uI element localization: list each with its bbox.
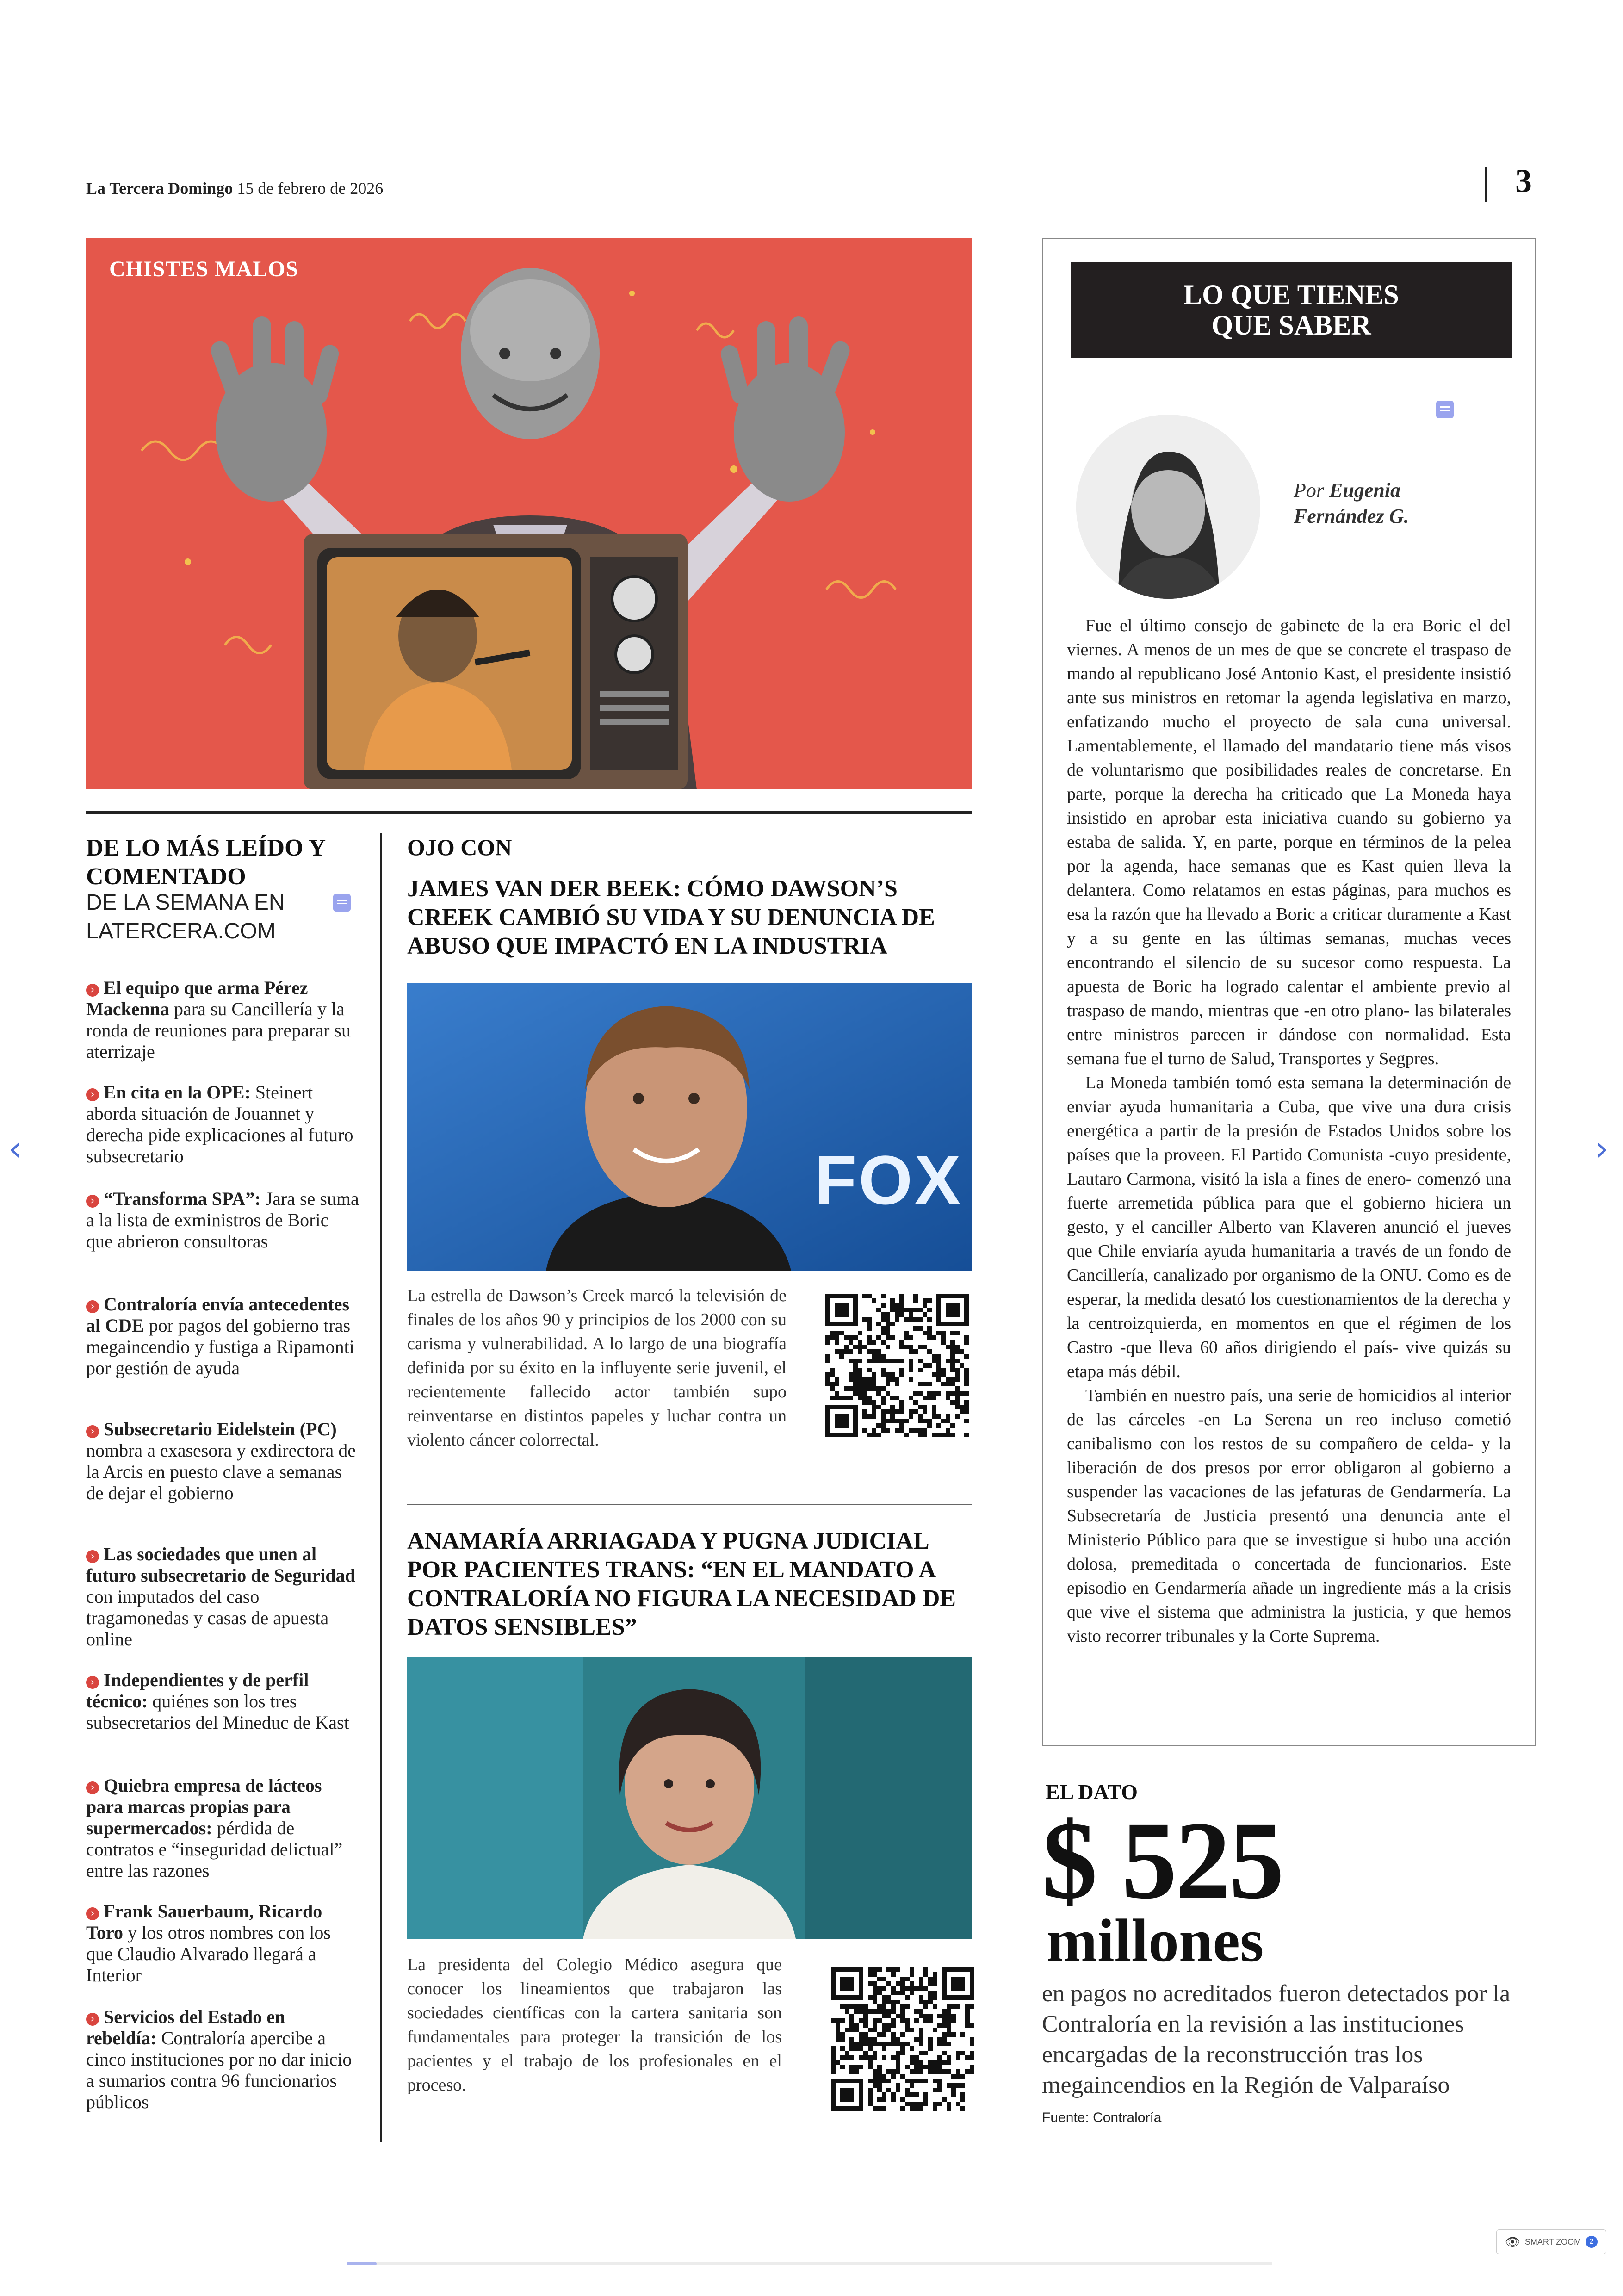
story1-body: La estrella de Dawson’s Creek marcó la televisión de finales de los años 90 y principios de los 2000 con su carisma y vulnerabilidad. A lo largo de una biografía definida por su éxito en la influyente serie juvenil, el recientemente fallecido actor también supo reinventarse en distintos papeles y luchar contra un violento cáncer colorrectal. xyxy=(407,1286,787,1450)
column-title-line1: LO QUE TIENES xyxy=(1183,279,1399,310)
most-read-item-lead: Servicios del Estado en rebeldía: xyxy=(86,2006,285,2048)
fox-logo: FOX xyxy=(814,1141,963,1219)
column-paragraph: Fue el último consejo de gabinete de la era Boric el del viernes. A menos de un mes de que se concrete el traspaso de mando al republicano José Antonio Kast, el presidente insistió ante sus ministros en retomar la agenda legislativa en marzo, enfatizando mucho el proyecto de sala cuna universal. Lamentablemente, el llamado del mandatario tiene más visos de voluntarismo que posibilidades reales de concretarse. En parte, porque la derecha ha criticado que La Moneda haya insistido en aprobar esta iniciativa cuando su gobierno ya estaba de salida. Y, en parte, porque en términos de la pelea por la agenda, hace semanas que es Kast quien lleva la delantera. Como relatamos en estas páginas, para muchos es esa la razón que ha llevado a Boric a criticar duramente a Kast y a su gente en las últimas semanas, muchas veces encontrando el silencio de su sucesor como respuesta. La apuesta de Boric ha logrado calentar el ambiente previo al traspaso de mando, mientras que -en otro plano- las bilaterales entre ministros parecen ir dándose con normalidad. Esta semana fue el turno de Salud, Transportes y Segpres. xyxy=(1067,616,1511,1068)
column-paragraph: También en nuestro país, una serie de homicidios al interior de las cárceles -en La Serena un reo incluso cometió canibalismo con los restos de su compañero de celda- y la liberación de dos presos por error obligaron al gobierno a suspender las vacaciones de las jefaturas de Gendarmería. La Subsecretaría de Justicia presentó una denuncia ante el Ministerio Público para que se investigue si hubo una acción dolosa, premeditada o concertada de funcionarios. Este episodio en Gendarmería añade un ingrediente más a la crisis que vive el sistema que administra la justicia, y que hemos visto recorrer tribunales y la Corte Suprema. xyxy=(1067,1386,1511,1646)
most-read-item-text: nombra a exasesora y exdirectora de la Arcis en puesto clave a semanas de dejar el gobierno xyxy=(86,1440,356,1503)
most-read-item[interactable] xyxy=(86,1082,359,1167)
story2-headline[interactable]: ANAMARÍA ARRIAGADA Y PUGNA JUDICIAL POR PACIENTES TRANS: “EN EL MANDATO A CONTRALORÍA NO FIGURA LA NECESIDAD DE DATOS SENSIBLES” xyxy=(407,1528,956,1640)
smart-zoom-count-badge: 2 xyxy=(1586,2236,1598,2248)
el-dato-description: en pagos no acreditados fueron detectados por la Contraloría en la revisión a las instituciones encargadas de la reconstrucción tras los megaincendios en la Región de Valparaíso xyxy=(1042,1980,1511,2098)
most-read-item[interactable] xyxy=(86,2006,359,2113)
hero-illustration xyxy=(86,238,972,789)
header-divider xyxy=(1485,167,1487,202)
story2-qr-code[interactable] xyxy=(831,1967,974,2111)
most-read-item-lead: Independientes y de perfil técnico: xyxy=(86,1669,309,1712)
most-read-item-text: pérdida de contratos e “inseguridad delictual” entre las razones xyxy=(86,1818,343,1881)
bullet-icon: › xyxy=(86,2013,99,2026)
most-read-title: DE LO MÁS LEÍDO Y COMENTADO xyxy=(86,835,325,890)
horizontal-scrollbar[interactable] xyxy=(347,2262,1272,2265)
most-read-item-lead: “Transforma SPA”: xyxy=(104,1188,261,1209)
qr-code-graphic xyxy=(825,1294,969,1437)
el-dato-unit: millones xyxy=(1047,1906,1264,1974)
el-dato-value: $ 525 xyxy=(1042,1799,1282,1922)
bullet-icon: › xyxy=(86,1781,99,1794)
bullet-icon: › xyxy=(86,1550,99,1563)
page-number: 3 xyxy=(1515,162,1532,199)
author-photo xyxy=(1076,415,1260,599)
most-read-item-text: y los otros nombres con los que Claudio Alvarado llegará a Interior xyxy=(86,1922,331,1986)
most-read-item[interactable] xyxy=(86,1901,359,1986)
author-byline xyxy=(1294,478,1409,529)
most-read-item-text: para su Cancillería y la ronda de reuniones para preparar su aterrizaje xyxy=(86,999,351,1062)
column-body xyxy=(1067,614,1511,1648)
section-rule xyxy=(86,811,972,814)
el-dato-source: Fuente: Contraloría xyxy=(1042,2110,1162,2125)
most-read-item-text: con imputados del caso tragamonedas y casas de apuesta online xyxy=(86,1586,329,1650)
bullet-icon: › xyxy=(86,1676,99,1689)
column-title-line2: QUE SABER xyxy=(1211,310,1371,341)
most-read-item-lead: Quiebra empresa de lácteos para marcas propias para supermercados: xyxy=(86,1775,322,1838)
story1-qr-code[interactable] xyxy=(825,1294,969,1437)
story1-photo xyxy=(407,983,972,1271)
most-read-item-text: Contraloría apercibe a cinco instituciones por no dar inicio a sumarios contra 96 funcionarios públicos xyxy=(86,2028,352,2112)
scrollbar-thumb[interactable] xyxy=(347,2262,377,2265)
story2-body: La presidenta del Colegio Médico asegura que conocer los lineamientos que trabajaron las sociedades científicas con la cartera sanitaria son fundamentales para proteger la transición de los pacientes y el trabajo de los profesionales en el proceso. xyxy=(407,1955,782,2095)
most-read-item-lead: En cita en la OPE: xyxy=(104,1082,251,1103)
most-read-item[interactable] xyxy=(86,1419,359,1504)
page-header xyxy=(86,179,383,198)
ojo-con-label: OJO CON xyxy=(407,834,512,860)
column-title xyxy=(1071,262,1512,358)
bullet-icon: › xyxy=(86,984,99,997)
column-paragraph: La Moneda también tomó esta semana la determinación de enviar ayuda humanitaria a Cuba, que vive una dura crisis energética a partir de la presión de Estados Unidos sobre los países que la proveen. El Partido Comunista -cuyo presidente, Lautaro Carmona, visitó la isla a fines de enero- comenzó una fuerte arremetida pública para que el gobierno hiciera un gesto, y el canciller Alberto van Klaveren anunció el jueves que Chile enviaría ayuda humanitaria a través de un fondo de Cancillería, canalizado por organismo de la ONU. Como es de esperar, la medida desató los cuestionamientos de la derecha y la centroizquierda, en momentos en que el régimen de los Castro -que lleva 60 años dirigiendo el país- vive quizás su etapa más débil. xyxy=(1067,1073,1511,1381)
bullet-icon: › xyxy=(86,1300,99,1313)
most-read-item[interactable] xyxy=(86,1294,359,1379)
story2-photo xyxy=(407,1657,972,1939)
portrait-image xyxy=(407,1657,972,1939)
most-read-item-lead: Las sociedades que unen al futuro subsecretario de Seguridad xyxy=(86,1544,355,1586)
story1-headline[interactable]: JAMES VAN DER BEEK: CÓMO DAWSON’S CREEK CAMBIÓ SU VIDA Y SU DENUNCIA DE ABUSO QUE IMPACTÓ EN LA INDUSTRIA xyxy=(407,875,935,959)
bullet-icon: › xyxy=(86,1195,99,1208)
most-read-item-text: quiénes son los tres subsecretarios del Mineduc de Kast xyxy=(86,1691,349,1733)
most-read-item[interactable] xyxy=(86,1544,359,1650)
note-icon[interactable] xyxy=(333,894,351,912)
story-separator xyxy=(407,1504,972,1505)
hero-section-label: CHISTES MALOS xyxy=(109,257,299,281)
most-read-item[interactable] xyxy=(86,1775,359,1881)
smart-zoom-button[interactable] xyxy=(1496,2229,1606,2254)
bullet-icon: › xyxy=(86,1088,99,1101)
chevron-right-icon[interactable]: › xyxy=(1595,1129,1609,1168)
byline-prefix: Por xyxy=(1294,479,1329,502)
publication-name: La Tercera Domingo xyxy=(86,179,233,198)
most-read-item-text: Steinert aborda situación de Jouannet y derecha pide explicaciones al futuro subsecretario xyxy=(86,1082,353,1167)
most-read-item[interactable] xyxy=(86,1669,359,1733)
chevron-left-icon[interactable]: ‹ xyxy=(8,1129,22,1168)
bullet-icon: › xyxy=(86,1907,99,1920)
column-divider xyxy=(380,833,382,2142)
most-read-subtitle: DE LA SEMANA EN LATERCERA.COM xyxy=(86,890,285,943)
smart-zoom-label: SMART ZOOM xyxy=(1524,2237,1581,2246)
author-portrait xyxy=(1076,415,1260,599)
author-name-line1: Eugenia xyxy=(1329,479,1401,502)
most-read-item[interactable] xyxy=(86,977,359,1062)
most-read-item[interactable] xyxy=(86,1188,359,1252)
most-read-item-lead: Frank Sauerbaum, Ricardo Toro xyxy=(86,1901,322,1943)
publication-date: 15 de febrero de 2026 xyxy=(237,179,384,198)
note-icon[interactable] xyxy=(1436,401,1454,418)
eye-icon: 👁 xyxy=(1505,2234,1520,2249)
most-read-item-lead: El equipo que arma Pérez Mackenna xyxy=(86,977,308,1019)
bullet-icon: › xyxy=(86,1425,99,1438)
most-read-item-lead: Subsecretario Eidelstein (PC) xyxy=(104,1419,337,1440)
qr-code-graphic xyxy=(831,1967,974,2111)
most-read-item-text: Jara se suma a la lista de exministros de Boric que abrieron consultoras xyxy=(86,1188,359,1252)
el-dato-label: EL DATO xyxy=(1046,1780,1138,1804)
most-read-item-lead: Contraloría envía antecedentes al CDE xyxy=(86,1294,350,1336)
portrait-image xyxy=(407,983,972,1271)
most-read-item-text: por pagos del gobierno tras megaincendio y fustiga a Ripamonti por gestión de ayuda xyxy=(86,1315,354,1378)
author-name-line2: Fernández G. xyxy=(1294,505,1409,527)
hero-artwork xyxy=(86,238,972,789)
